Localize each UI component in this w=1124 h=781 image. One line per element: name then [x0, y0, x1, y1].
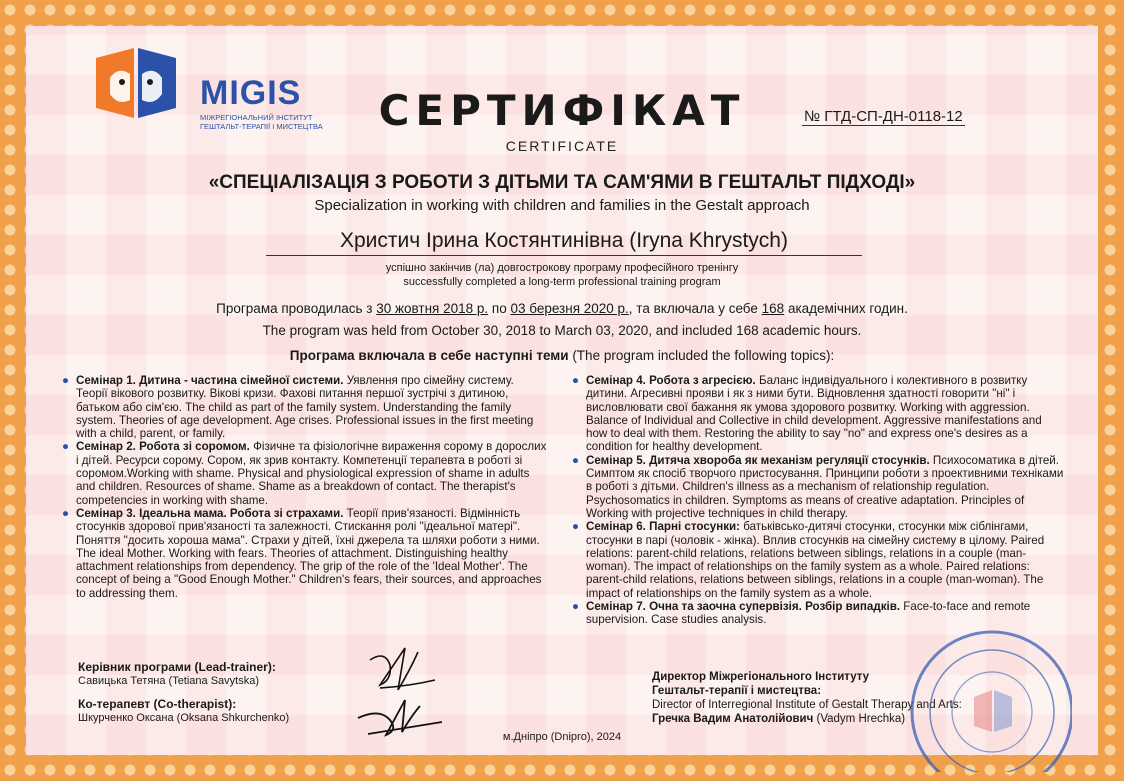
director-name-rest: (Vadym Hrechka): [813, 713, 906, 725]
hours-count: 168: [761, 301, 785, 316]
topic-item: [62, 440, 548, 506]
bullet-icon: ●: [572, 520, 580, 534]
bullet-icon: ●: [572, 374, 580, 387]
bullet-icon: ●: [572, 600, 580, 614]
topic-body: Уявлення про сімейну систему. Теорії вікового розвитку. Вікові кризи. Фахові питання першої зустрічі з дитиною, батьком або сім'єю. The child as part of the family system. Understanding the family system. Theories of age development. Age crises. Professional issues in the first meeting with a child, parent, or family.: [76, 374, 534, 441]
lead-trainer-name: Савицька Тетяна (Tetiana Savytska): [78, 675, 260, 687]
institute-stamp-icon: [902, 622, 1072, 772]
topics-title-en: (The program included the following topics):: [568, 348, 835, 363]
program-dates-ua: [0, 301, 1124, 316]
completed-text-en: successfully completed a long-term professional training program: [403, 276, 721, 288]
topic-head: Семінар 6. Парні стосунки:: [586, 520, 741, 534]
certificate-subtitle: CERTIFICATE: [505, 138, 619, 154]
topic-body: Теорії прив'язаності. Відмінність стосунків здорової прив'язаності та залежності. Стискання ролі "ідеальної матері". Поняття "досить хороша мама". Страхи у дітей, їхні джерела та шляхи роботи з ними. The ideal Mother. Working with fears. Theories of attachment. Distinguishing healthy attachment relationships from dependency. The grip of the role of the 'Ideal Mother'. The concept of being a "Good Enough Mother." Children's fears, their sources, and approaches to addressing them.: [76, 506, 542, 600]
dates-suffix: академічних годин.: [784, 301, 908, 316]
director-title-ua-1: Директор Міжрегіонального Інституту: [652, 671, 870, 683]
topic-item: [572, 520, 1064, 600]
lead-trainer-label: Керівник програми (Lead-trainer):: [78, 660, 276, 674]
logo-subtitle-line1: МІЖРЕГІОНАЛЬНИЙ ІНСТИТУТ: [200, 113, 313, 122]
topic-head: Семінар 5. Дитяча хвороба як механізм регуляції стосунків.: [586, 453, 930, 467]
topic-head: Семінар 3. Ідеальна мама. Робота зі страхами.: [76, 506, 344, 520]
certificate-number: № ГТД-СП-ДН-0118-12: [804, 108, 963, 125]
bullet-icon: ●: [62, 440, 70, 454]
co-therapist-name: Шкурченко Оксана (Oksana Shkurchenko): [78, 712, 290, 724]
program-title-en: Specialization in working with children and families in the Gestalt approach: [314, 197, 810, 214]
co-therapist-label: Ко-терапевт (Co-therapist):: [78, 697, 237, 711]
recipient-name: Христич Ірина Костянтинівна (Iryna Khrystych): [266, 229, 862, 256]
program-dates-en: The program was held from October 30, 2018 to March 03, 2020, and included 168 academic hours.: [262, 323, 862, 338]
topics-right-column: [572, 374, 1064, 627]
topic-body: Face-to-face and remote supervision. Case studies analysis.: [586, 600, 1031, 627]
completed-text-ua: успішно закінчив (ла) довгострокову програму професійного тренінгу: [385, 262, 739, 274]
bullet-icon: ●: [62, 506, 70, 520]
dates-mid2: , та включала у себе: [628, 301, 762, 316]
topic-body: Психосоматика в дітей. Симптом як спосіб творчого пристосування. Принципи роботи з проективними техніками в роботі з дітьми. Children's illness as a mechanism of relationship regulation. Psychosomatics in children. Symptoms as means of creative adaptation. Principles of Working with projective techniques in child therapy.: [586, 453, 1064, 520]
director-title-en: Director of Interregional Institute of Gestalt Therapy and Arts:: [652, 699, 962, 711]
signatures-icon: [350, 640, 450, 740]
start-date: 30 жовтня 2018 р.: [376, 301, 489, 316]
director-title-ua-2: Гештальт-терапії і мистецтва:: [652, 685, 822, 697]
topic-head: Семінар 4. Робота з агресією.: [586, 374, 756, 387]
program-title-ua: «СПЕЦІАЛІЗАЦІЯ З РОБОТИ З ДІТЬМИ ТА САМ'ЯМИ В ГЕШТАЛЬТ ПІДХОДІ»: [208, 172, 916, 193]
dates-prefix: Програма проводилась з: [216, 301, 377, 316]
director-name-bold: Гречка Вадим Анатолійович: [652, 713, 814, 725]
topics-title-ua: Програма включала в себе наступні теми: [289, 348, 569, 363]
topics-title: [0, 348, 1124, 363]
topics-left-column: [62, 374, 548, 600]
topic-body: Фізичне та фізіологічне вираження сорому в дорослих і дітей. Ресурси сорому. Сором, як зрив контакту. Компетенції терапевта в роботі зі соромом.Working with shame. Physical and physiological expression of shame in adults and children. Resources of shame. Shame as a breakdown of contact. The therapist's competencies in working with shame.: [76, 440, 547, 507]
topic-item: [62, 374, 548, 440]
topic-head: Семінар 7. Очна та заочна супервізія. Розбір випадків.: [586, 600, 901, 614]
topic-item: [572, 374, 1064, 454]
certificate-title: СЕРТИФІКАТ: [378, 86, 746, 135]
logo-subtitle-line2: ГЕШТАЛЬТ-ТЕРАПІЇ І МИСТЕЦТВА: [200, 122, 323, 131]
bullet-icon: ●: [572, 453, 580, 467]
topic-item: [572, 454, 1064, 520]
topic-head: Семінар 2. Робота зі соромом.: [76, 440, 250, 454]
topic-item: [62, 507, 548, 600]
bullet-icon: ●: [62, 374, 70, 387]
topic-body: Баланс індивідуального і колективного в розвитку дитини. Агресивні прояви і як з ними бути. Відновлення здатності говорити "ні" і висловлювати свої бажання як умова здорового розвитку. Working with aggression. Balance of Individual and Collective in child development. Aggressive manifestations and how to deal with them. Restoring the ability to say "no" and express one's desires as a condition for healthy development.: [586, 374, 1042, 454]
topic-head: Семінар 1. Дитина - частина сімейної системи.: [76, 374, 344, 387]
end-date: 03 березня 2020 р.: [510, 301, 629, 316]
logo-name: MIGIS: [200, 74, 302, 112]
topic-body: батьківсько-дитячі стосунки, стосунки між сіблінгами, стосунки в парі (чоловік - жінка). Вплив стосунків на сімейну систему в цілому. Paired relations: parent-child relations, relations between siblings, relations in a couple (man-woman). The impact of relationships on the family system as a whole. Paired relations: parent-child relations, relations between siblings, relations in a couple (man-woman). The impact of relationships on the family system as a whole.: [586, 520, 1045, 600]
dates-mid1: по: [488, 301, 511, 316]
city-year: м.Дніпро (Dnipro), 2024: [502, 731, 622, 743]
